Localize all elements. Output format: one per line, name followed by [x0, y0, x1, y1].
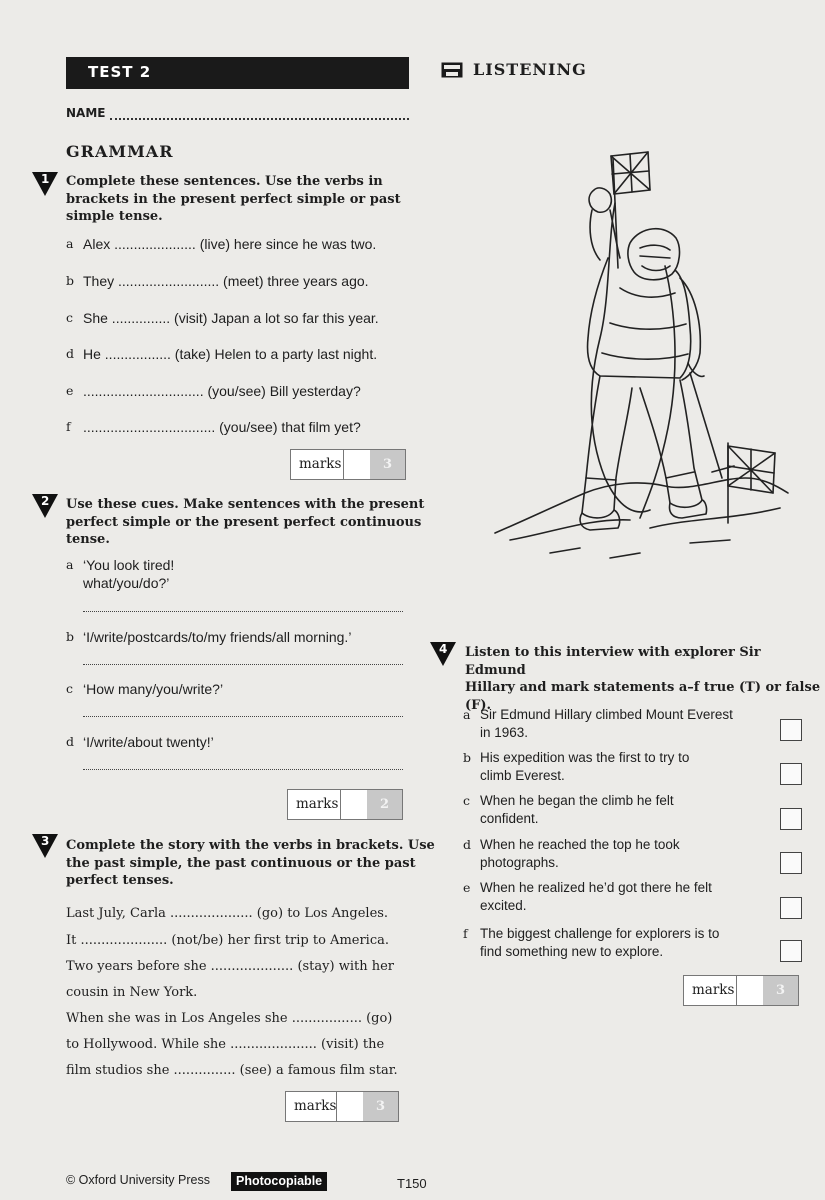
question-4-marks-box	[683, 975, 799, 1006]
question-1-instruction	[66, 173, 401, 226]
name-line[interactable]	[110, 118, 409, 120]
instruction-line: simple tense.	[66, 209, 163, 224]
instruction-line: perfect simple or the present perfect continuous	[66, 514, 422, 530]
item-text: .................................. (you/see) that film yet?	[83, 419, 361, 435]
statement-text: His expedition was the first to try to	[480, 750, 690, 765]
statement-text: When he realized he’d got there he felt	[480, 880, 712, 895]
answer-line[interactable]	[83, 769, 403, 770]
instruction-line: Hillary and mark statements a–f true (T) or false	[465, 680, 821, 695]
name-row	[66, 104, 409, 124]
item-letter: c	[463, 793, 471, 808]
question-3-marks-box	[285, 1091, 399, 1122]
story-line: cousin in New York.	[66, 985, 198, 1000]
instruction-line: Complete these sentences. Use the verbs in	[66, 174, 383, 189]
true-false-box-e[interactable]	[780, 897, 802, 919]
explorer-illustration	[490, 148, 790, 578]
item-letter: a	[463, 707, 471, 722]
marks-total: 2	[367, 790, 402, 819]
item-text: She ............... (visit) Japan a lot so far this year.	[83, 310, 379, 326]
question-2-number: 2	[41, 494, 50, 508]
item-letter: d	[463, 837, 472, 852]
statement-text: Sir Edmund Hillary climbed Mount Everest	[480, 707, 733, 722]
item-letter: b	[463, 750, 472, 765]
statement-text: climb Everest.	[480, 768, 565, 783]
question-2-item-a	[66, 557, 406, 617]
instruction-line: Complete the story with the verbs in brackets. Use	[66, 838, 435, 853]
question-1-marks-box	[290, 449, 406, 480]
grammar-title: GRAMMAR	[66, 142, 174, 161]
true-false-box-f[interactable]	[780, 940, 802, 962]
question-4-instruction	[465, 644, 825, 714]
item-cue: what/you/do?’	[83, 575, 170, 591]
listening-title: LISTENING	[473, 60, 587, 79]
question-3-badge	[32, 834, 58, 858]
item-cue: ‘You look tired!	[83, 557, 175, 573]
story-line: Two years before she .................... (stay) with her	[66, 959, 395, 974]
item-cue: ‘I/write/postcards/to/my friends/all morning.’	[83, 629, 352, 645]
instruction-line: (F).	[465, 697, 492, 713]
name-label: NAME	[66, 106, 106, 120]
item-letter: e	[66, 383, 74, 398]
instruction-line: Listen to this interview with explorer Sir Edmund	[465, 645, 761, 678]
test-header	[66, 57, 409, 89]
item-letter: b	[66, 629, 75, 644]
statement-text: When he reached the top he took	[480, 837, 680, 852]
true-false-box-c[interactable]	[780, 808, 802, 830]
marks-total: 3	[363, 1092, 398, 1121]
page-number: T150	[397, 1176, 427, 1191]
statement-text: When he began the climb he felt	[480, 793, 674, 808]
question-2-item-c	[66, 681, 406, 721]
true-false-box-a[interactable]	[780, 719, 802, 741]
marks-score-cell[interactable]	[340, 790, 367, 819]
item-letter: e	[463, 880, 471, 895]
marks-score-cell[interactable]	[343, 450, 370, 479]
instruction-line: the past simple, the past continuous or the past	[66, 855, 416, 871]
item-letter: f	[463, 926, 468, 941]
item-letter: c	[66, 310, 74, 325]
item-letter: d	[66, 734, 75, 749]
question-2-item-b	[66, 629, 406, 669]
copyright-text: © Oxford University Press	[66, 1173, 210, 1187]
marks-total: 3	[370, 450, 405, 479]
true-false-box-d[interactable]	[780, 852, 802, 874]
story-line: When she was in Los Angeles she ................. (go)	[66, 1011, 393, 1026]
photocopiable-badge: Photocopiable	[231, 1172, 327, 1191]
answer-line[interactable]	[83, 664, 403, 665]
answer-line[interactable]	[83, 611, 403, 612]
question-1-badge	[32, 172, 58, 196]
statement-text: confident.	[480, 811, 539, 826]
instruction-line: tense.	[66, 532, 110, 547]
true-false-box-b[interactable]	[780, 763, 802, 785]
item-text: ............................... (you/see) Bill yesterday?	[83, 383, 361, 399]
marks-total: 3	[763, 976, 798, 1005]
item-letter: a	[66, 236, 74, 251]
item-letter: b	[66, 273, 75, 288]
marks-score-cell[interactable]	[336, 1092, 363, 1121]
question-2-marks-box	[287, 789, 403, 820]
statement-text: in 1963.	[480, 725, 529, 740]
marks-label: marks	[692, 982, 735, 998]
statement-text: photographs.	[480, 855, 559, 870]
item-text: They .......................... (meet) three years ago.	[83, 273, 369, 289]
instruction-line: brackets in the present perfect simple or past	[66, 191, 401, 207]
item-letter: f	[66, 419, 71, 434]
item-letter: c	[66, 681, 74, 696]
statement-text: find something new to explore.	[480, 944, 664, 959]
instruction-line: Use these cues. Make sentences with the present	[66, 497, 425, 512]
item-cue: ‘I/write/about twenty!’	[83, 734, 214, 750]
story-line: It ..................... (not/be) her first trip to America.	[66, 933, 390, 948]
question-3-number: 3	[41, 834, 50, 848]
marks-label: marks	[294, 1098, 337, 1114]
answer-line[interactable]	[83, 716, 403, 717]
question-2-badge	[32, 494, 58, 518]
item-text: Alex ..................... (live) here since he was two.	[83, 236, 377, 252]
story-line: Last July, Carla .................... (go) to Los Angeles.	[66, 906, 389, 921]
instruction-line: perfect tenses.	[66, 873, 174, 888]
marks-score-cell[interactable]	[736, 976, 763, 1005]
item-letter: a	[66, 557, 74, 572]
story-line: to Hollywood. While she ..................... (visit) the	[66, 1037, 385, 1052]
question-2-instruction	[66, 496, 424, 549]
question-4-number: 4	[439, 642, 448, 656]
statement-text: excited.	[480, 898, 527, 913]
item-cue: ‘How many/you/write?’	[83, 681, 224, 697]
question-4-badge	[430, 642, 456, 666]
marks-label: marks	[296, 796, 339, 812]
story-line: film studios she ............... (see) a famous film star.	[66, 1063, 398, 1078]
question-2-item-d	[66, 734, 406, 774]
item-letter: d	[66, 346, 75, 361]
test-label: TEST 2	[88, 63, 152, 81]
question-3-instruction	[66, 837, 435, 890]
statement-text: The biggest challenge for explorers is to	[480, 926, 720, 941]
question-1-number: 1	[41, 172, 50, 186]
cassette-icon	[441, 62, 463, 78]
item-text: He ................. (take) Helen to a party last night.	[83, 346, 378, 362]
marks-label: marks	[299, 456, 342, 472]
